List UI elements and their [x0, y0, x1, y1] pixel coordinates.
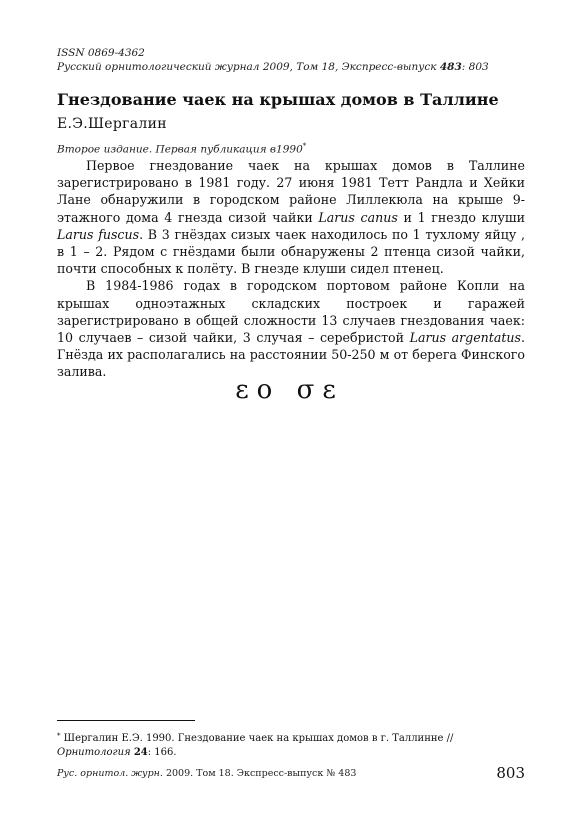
footnote-volume: 24	[133, 747, 148, 758]
footnote-text: Шергалин Е.Э. 1990. Гнездование чаек на крышах домов в г. Таллинне //	[60, 733, 454, 744]
paragraph-1	[57, 157, 525, 277]
footnote-journal: Орнитология	[57, 747, 131, 758]
paragraph-1-text-b: и 1 гнездо клуши	[397, 209, 525, 225]
paragraph-1-text-c: . В 3 гнёздах сизых чаек находилось по 1 тухлому яйцу , в 1 – 2. Рядом с гнёздами были обнаружены 2 птенца сизой чайки, почти способных к полёту. В гнезде клуши сидел птенец.	[57, 226, 525, 277]
footnote-mark: *	[57, 732, 61, 740]
section-ornament: εο σε	[235, 375, 344, 405]
species-larus-fuscus: Larus fuscus	[57, 226, 140, 242]
page-number: 803	[496, 764, 525, 782]
edition-note	[57, 139, 306, 157]
journal-header	[57, 46, 527, 74]
footer-issue: 2009. Том 18. Экспресс-выпуск № 483	[162, 768, 357, 779]
paragraph-1-text-a: Первое гнездование чаек на крышах домов в Таллине зарегистрировано в 1981 году. 27 июня 1981 Тетт Рандла и Хейки Лане обнаружили в городском районе Лиллекюла на крыше 9-этажного дома 4 гнезда сизой чайки	[57, 158, 525, 225]
page-footer	[57, 768, 356, 780]
paragraph-2	[57, 277, 525, 380]
edition-year: 1990	[276, 143, 303, 156]
footer-journal: Рус. орнитол. журн.	[57, 768, 163, 779]
article-body	[57, 157, 525, 381]
journal-name: Русский орнитологический журнал 2009, Том 18, Экспресс-выпуск	[57, 61, 440, 73]
issn-line: ISSN 0869-4362	[57, 47, 145, 59]
species-larus-argentatus: Larus argentatus	[409, 330, 521, 346]
species-larus-canus: Larus canus	[318, 209, 398, 225]
journal-line	[57, 60, 527, 74]
edition-text: Второе издание. Первая публикация в	[57, 143, 277, 156]
footnote	[57, 729, 477, 760]
footnote-divider	[57, 720, 195, 721]
issue-number: 483	[439, 61, 462, 73]
page-range: : 803	[461, 61, 489, 73]
footnote-pages: : 166.	[147, 747, 177, 758]
article-author: Е.Э.Шергалин	[57, 116, 167, 132]
footnote-marker: *	[302, 142, 307, 150]
article-title: Гнездование чаек на крышах домов в Таллине	[57, 90, 499, 109]
paragraph-2-text-b: . Гнёзда их располагались на расстоянии 50-250 м от берега Финского залива.	[57, 330, 525, 380]
paragraph-2-text-a: В 1984-1986 годах в городском портовом районе Копли на крышах одноэтажных складских построек и гаражей зарегистрировано в общей сложности 13 случаев гнездования чаек: 10 случаев – сизой чайки, 3 случая – серебристой	[57, 278, 525, 346]
